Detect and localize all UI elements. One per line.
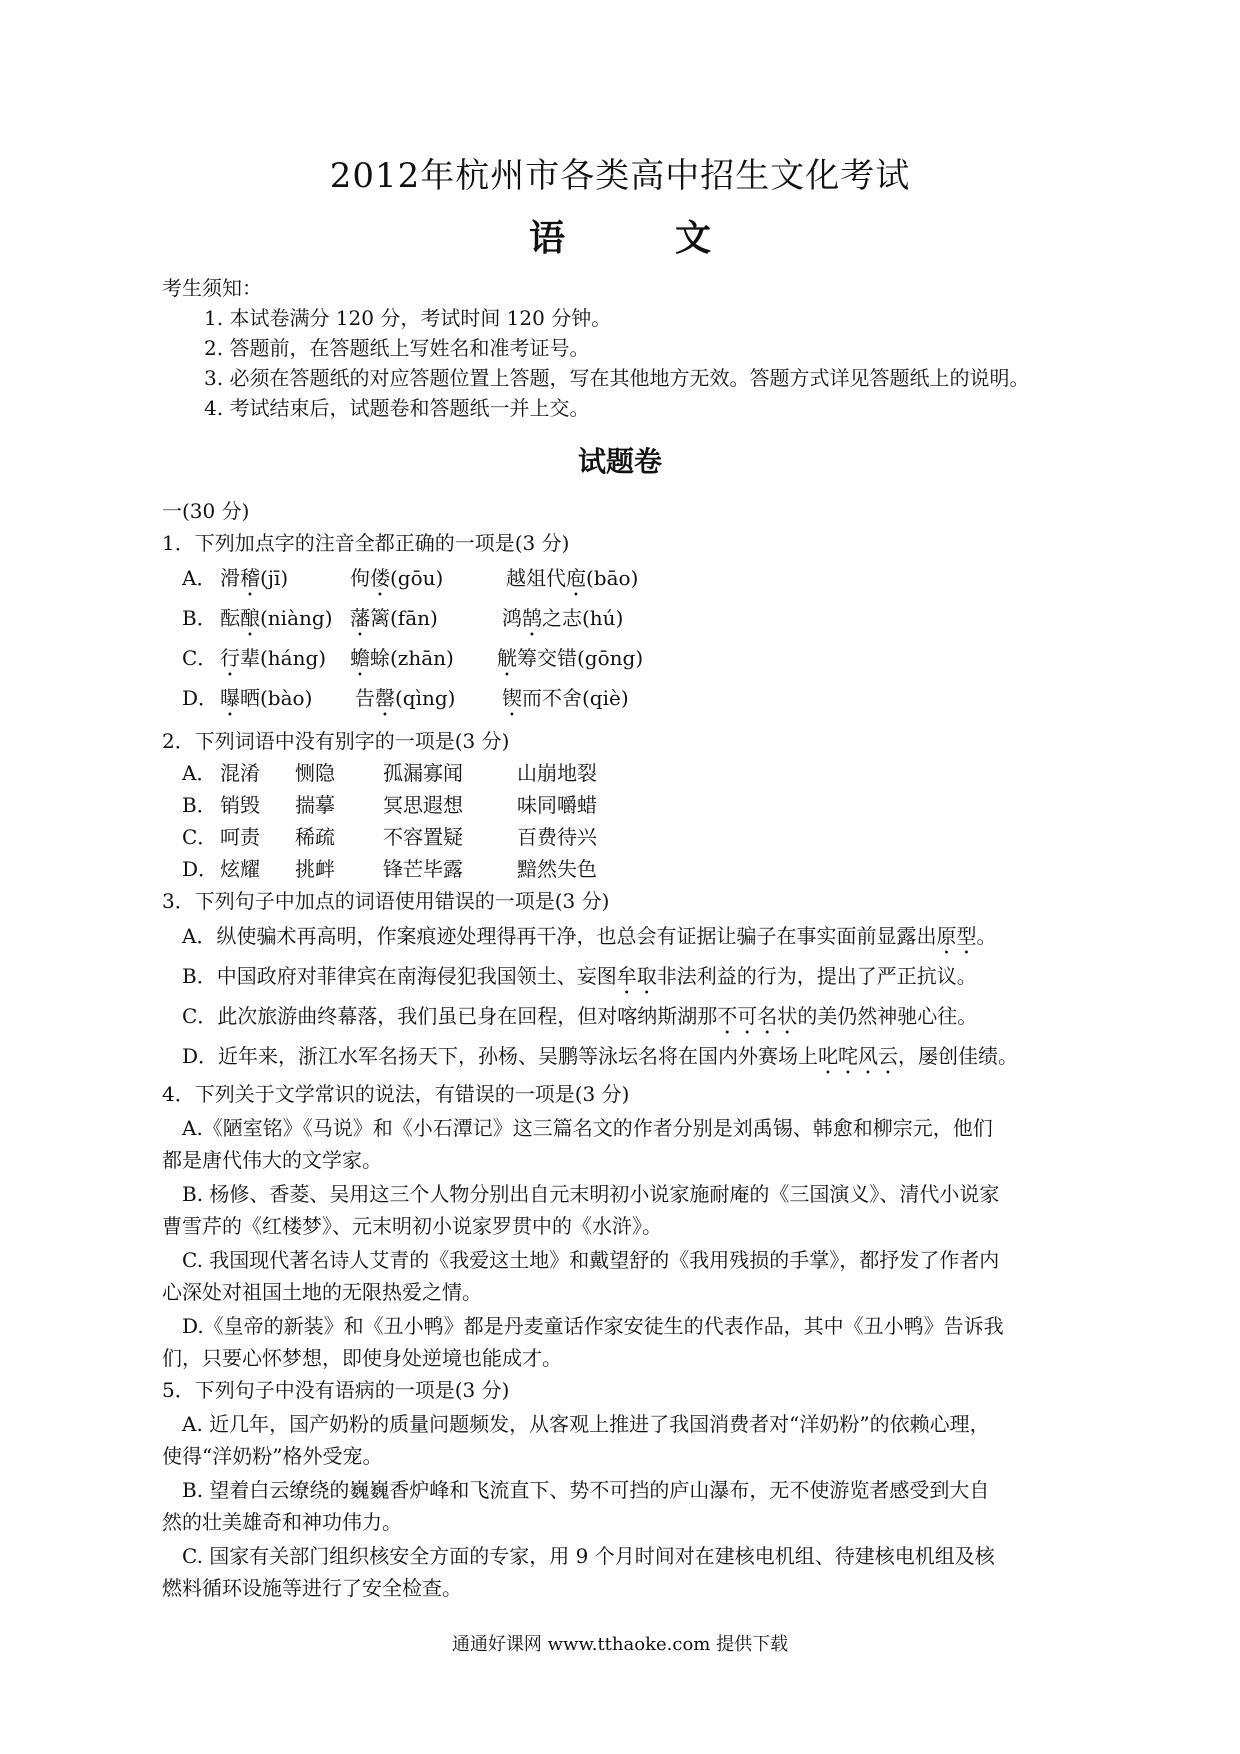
q2-word: 山崩地裂 — [517, 761, 597, 785]
notice-item: 2. 答题前，在答题纸上写姓名和准考证号。 — [204, 336, 590, 360]
notice-item: 1. 本试卷满分 120 分，考试时间 120 分钟。 — [204, 306, 612, 330]
q2-word: 孤漏寡闻 — [383, 761, 463, 785]
q3-option-a: A．纵使骗术再高明，作案痕迹处理得再干净，也总会有证据让骗子在事实面前显露出原型。 — [182, 924, 997, 948]
q5-option-line: B. 望着白云缭绕的巍巍香炉峰和飞流直下、势不可挡的庐山瀑布，无不使游览者感受到大自 — [182, 1478, 990, 1502]
footer-source: 通通好课网 www.tthaoke.com 提供下载 — [451, 1634, 789, 1655]
q4-option-line: 们，只要心怀梦想，即使身处逆境也能成才。 — [162, 1346, 562, 1370]
q1-word: 蟾蜍(zhān) — [350, 646, 454, 670]
option-label: D． — [182, 686, 219, 710]
q2-word: 混淆 — [220, 761, 260, 785]
q3-option-c: C．此次旅游曲终幕落，我们虽已身在回程，但对喀纳斯湖那不可名状的美仍然神驰心往。 — [182, 1004, 978, 1028]
q4-option-line: 曹雪芹的《红楼梦》、元末明初小说家罗贯中的《水浒》。 — [162, 1214, 662, 1238]
q4-option-line: 都是唐代伟大的文学家。 — [162, 1148, 382, 1172]
q4-option-line: C. 我国现代著名诗人艾青的《我爱这土地》和戴望舒的《我用残损的手掌》，都抒发了作者内 — [182, 1248, 1000, 1272]
option-label: C． — [182, 825, 218, 849]
q2-word: 销毁 — [220, 793, 260, 817]
q1-word: 佝偻(gōu) — [350, 566, 444, 590]
option-label: A． — [182, 761, 217, 785]
q2-word: 百费待兴 — [517, 825, 597, 849]
q1-word: 行辈(háng) — [220, 646, 327, 670]
q1-word: 告罄(qìng) — [355, 686, 456, 710]
section-heading: 一(30 分) — [162, 499, 250, 523]
question-1-stem: 1．下列加点字的注音全都正确的一项是(3 分) — [162, 531, 570, 555]
option-label: D． — [182, 857, 219, 881]
q2-word: 冥思遐想 — [383, 793, 463, 817]
q2-word: 锋芒毕露 — [383, 857, 463, 881]
q5-option-line: A. 近几年，国产奶粉的质量问题频发，从客观上推进了我国消费者对“洋奶粉”的依赖心理， — [182, 1412, 990, 1436]
question-3-stem: 3．下列句子中加点的词语使用错误的一项是(3 分) — [162, 889, 610, 913]
subject-title — [0, 210, 1240, 261]
q5-option-line: C. 国家有关部门组织核安全方面的专家，用 9 个月时间对在建核电机组、待建核电机组及核 — [182, 1544, 995, 1568]
option-label: B． — [182, 606, 217, 630]
q2-word: 呵责 — [220, 825, 260, 849]
question-4-stem: 4．下列关于文学常识的说法，有错误的一项是(3 分) — [162, 1082, 630, 1106]
q1-word: 藩篱(fān) — [350, 606, 438, 630]
q5-option-line: 使得“洋奶粉”格外受宠。 — [162, 1444, 383, 1468]
option-label: B． — [182, 793, 217, 817]
q2-word: 黯然失色 — [517, 857, 597, 881]
notice-heading: 考生须知： — [162, 276, 262, 300]
q1-word: 越俎代庖(bāo) — [506, 566, 639, 590]
q4-option-line: B. 杨修、香菱、吴用这三个人物分别出自元末明初小说家施耐庵的《三国演义》、清代小说家 — [182, 1182, 1000, 1206]
q1-word: 鸿鹄之志(hú) — [502, 606, 624, 630]
q1-word: 锲而不舍(qiè) — [502, 686, 629, 710]
subject-char-1: 语 — [528, 217, 565, 259]
q4-option-line: 心深处对祖国土地的无限热爱之情。 — [162, 1280, 482, 1304]
q1-word: 酝酿(niàng) — [220, 606, 333, 630]
notice-item: 4. 考试结束后，试题卷和答题纸一并上交。 — [204, 396, 590, 420]
option-label: C． — [182, 646, 218, 670]
q4-option-line: A.《陋室铭》《马说》和《小石潭记》这三篇名文的作者分别是刘禹锡、韩愈和柳宗元，他们 — [182, 1116, 993, 1140]
q3-option-b: B．中国政府对菲律宾在南海侵犯我国领土、妄图牟取非法利益的行为，提出了严正抗议。 — [182, 964, 977, 988]
q5-option-line: 然的壮美雄奇和神功伟力。 — [162, 1510, 402, 1534]
q4-option-line: D.《皇帝的新装》和《丑小鸭》都是丹麦童话作家安徒生的代表作品，其中《丑小鸭》告诉我 — [182, 1314, 1004, 1338]
question-5-stem: 5．下列句子中没有语病的一项是(3 分) — [162, 1378, 510, 1402]
q2-word: 揣摹 — [295, 793, 335, 817]
question-2-stem: 2．下列词语中没有别字的一项是(3 分) — [162, 729, 510, 753]
q1-word: 滑稽(jī) — [220, 566, 289, 590]
q1-word: 曝晒(bào) — [220, 686, 313, 710]
q3-option-d: D．近年来，浙江水军名扬天下，孙杨、吴鹏等泳坛名将在国内外赛场上叱咤风云，屡创佳绩。 — [182, 1044, 1019, 1068]
q2-word: 不容置疑 — [383, 825, 463, 849]
q1-word: 觥筹交错(gōng) — [497, 646, 644, 670]
q2-word: 炫耀 — [220, 857, 260, 881]
option-label: A． — [182, 566, 217, 590]
q2-word: 味同嚼蜡 — [517, 793, 597, 817]
notice-item: 3. 必须在答题纸的对应答题位置上答题，写在其他地方无效。答题方式详见答题纸上的说明。 — [204, 366, 1030, 390]
exam-title: 2012年杭州市各类高中招生文化考试 — [329, 156, 911, 196]
paper-title: 试题卷 — [577, 445, 662, 478]
q2-word: 恻隐 — [295, 761, 335, 785]
q2-word: 挑衅 — [295, 857, 335, 881]
subject-char-2: 文 — [675, 217, 712, 259]
q2-word: 稀疏 — [295, 825, 335, 849]
q5-option-line: 燃料循环设施等进行了安全检查。 — [162, 1576, 462, 1600]
